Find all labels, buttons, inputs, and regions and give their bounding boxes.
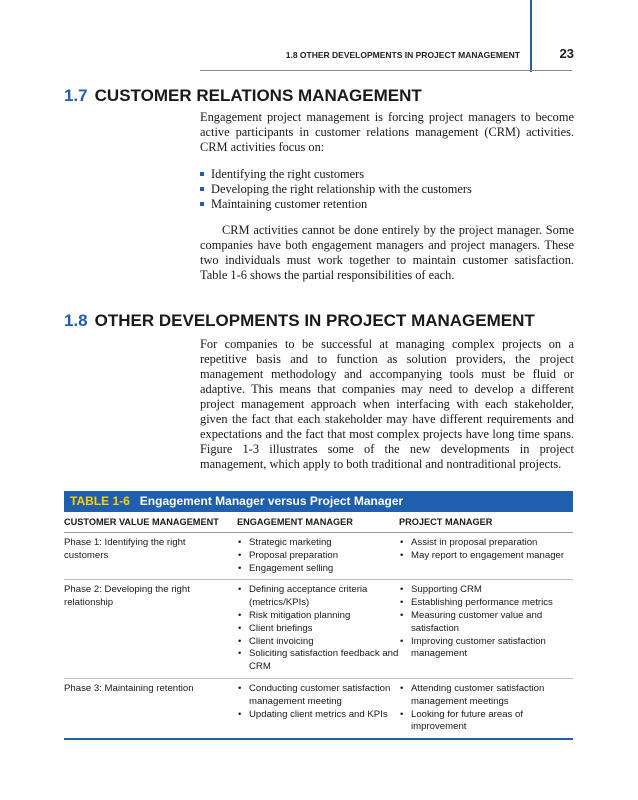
section-1-7-heading	[64, 86, 422, 106]
square-bullet-icon	[200, 202, 204, 206]
header-rule	[200, 70, 572, 71]
crm-focus-list	[200, 167, 574, 212]
section-1-8-heading	[64, 311, 535, 331]
project-cell: • Attending customer satisfaction management meetings • Looking for future areas of improvement	[399, 678, 573, 739]
section-title: CUSTOMER RELATIONS MANAGEMENT	[94, 86, 422, 105]
phase-cell: Phase 1: Identifying the right customers	[64, 533, 237, 580]
phase-cell: Phase 3: Maintaining retention	[64, 678, 237, 739]
table-row	[64, 533, 573, 580]
responsibilities-table	[64, 512, 573, 740]
square-bullet-icon	[200, 187, 204, 191]
phase-cell: Phase 2: Developing the right relationship	[64, 580, 237, 679]
table-label: TABLE 1-6	[70, 494, 130, 508]
list-item: Maintaining customer retention	[200, 197, 574, 212]
project-cell: • Supporting CRM • Establishing performance metrics • Measuring customer value and satisfaction • Improving customer satisfaction management	[399, 580, 573, 679]
header-vertical-rule	[530, 0, 532, 72]
table-row	[64, 580, 573, 679]
section-1-7-paragraph: CRM activities cannot be done entirely by the project manager. Some companies have both engagement managers and project managers. These two individuals must work together to maintain customer satisfaction. Table 1-6 shows the partial responsibilities of each.	[200, 223, 574, 282]
section-1-7-intro: Engagement project management is forcing project managers to become active participants in customer relations management (CRM) activities. CRM activities focus on:	[200, 110, 574, 154]
running-head: 1.8 OTHER DEVELOPMENTS IN PROJECT MANAGEMENT	[285, 50, 520, 60]
engagement-cell: • Defining acceptance criteria (metrics/KPIs) • Risk mitigation planning • Client briefings • Client invoicing • Soliciting satisfaction feedback and CRM	[237, 580, 399, 679]
list-item: Developing the right relationship with the customers	[200, 182, 574, 197]
page-number: 23	[559, 46, 574, 61]
table-title-bar	[64, 491, 573, 512]
table-row	[64, 678, 573, 739]
section-number: 1.7	[64, 86, 88, 105]
column-header: PROJECT MANAGER	[399, 512, 573, 533]
column-header: ENGAGEMENT MANAGER	[237, 512, 399, 533]
square-bullet-icon	[200, 172, 204, 176]
column-header: CUSTOMER VALUE MANAGEMENT	[64, 512, 237, 533]
list-item: Identifying the right customers	[200, 167, 574, 182]
engagement-cell: • Conducting customer satisfaction management meeting • Updating client metrics and KPIs	[237, 678, 399, 739]
table-title: Engagement Manager versus Project Manager	[139, 494, 404, 508]
section-title: OTHER DEVELOPMENTS IN PROJECT MANAGEMENT	[94, 311, 535, 330]
engagement-cell: • Strategic marketing • Proposal preparation • Engagement selling	[237, 533, 399, 580]
project-cell: • Assist in proposal preparation • May report to engagement manager	[399, 533, 573, 580]
section-number: 1.8	[64, 311, 88, 330]
section-1-8-paragraph: For companies to be successful at managing complex projects on a repetitive basis and to function as solution providers, the project management methodology and accompanying tools must be fluid or adaptive. This means that companies may need to develop a different project management approach when interfacing with each stakeholder, given the fact that each stakeholder may have different requirements and expectations and the fact that most complex projects have long time spans. Figure 1-3 illustrates some of the new developments in project management, which apply to both traditional and nontraditional projects.	[200, 337, 574, 471]
